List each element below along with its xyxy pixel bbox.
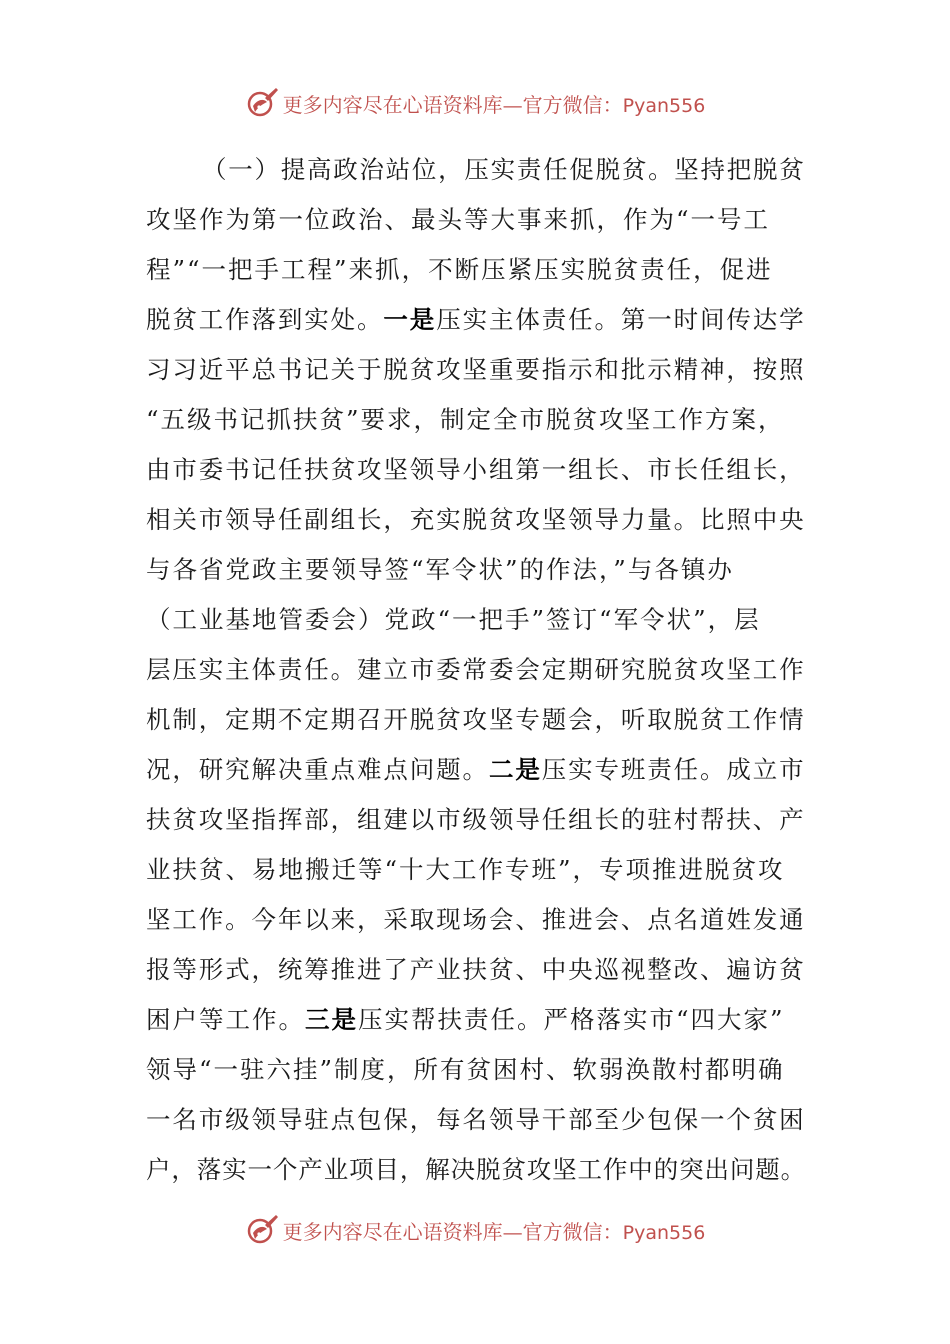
text-line [146,895,806,945]
text-line [146,195,806,245]
text-run: 脱贫工作落到实处。 [146,305,384,334]
text-run: “五级书记抓扶贫”要求，制定全市脱贫攻坚工作方案， [146,405,785,434]
text-line [146,745,806,795]
footer-watermark [0,1210,950,1250]
text-run: 与各省党政主要领导签“军令状”的作法，”与各镇办 [146,555,734,584]
text-run: 习习近平总书记关于脱贫攻坚重要指示和批示精神，按照 [146,355,806,384]
pen-logo-icon [245,86,279,120]
text-line [146,1095,806,1145]
text-run: 程”“一把手工程”来抓，不断压紧压实脱贫责任，促进 [146,255,773,284]
text-line [146,995,806,1045]
text-run: 由市委书记任扶贫攻坚领导小组第一组长、市长任组长， [146,455,806,484]
text-line [146,795,806,845]
document-body [146,145,806,1195]
text-line [146,445,806,495]
text-run: 一名市级领导驻点包保，每名领导干部至少包保一个贫困 [146,1105,806,1134]
text-line [146,295,806,345]
text-line [146,395,806,445]
text-line [146,595,806,645]
text-run: 压实主体责任。第一时间传达学 [436,305,806,334]
text-line [146,545,806,595]
text-run: 层压实主体责任。建立市委常委会定期研究脱贫攻坚工作 [146,655,806,684]
text-run: 机制，定期不定期召开脱贫攻坚专题会，听取脱贫工作情 [146,705,806,734]
text-line [146,1045,806,1095]
bold-lead-phrase: 二是 [488,755,542,784]
text-line [146,845,806,895]
text-run: 困户等工作。 [146,1005,305,1034]
header-watermark [0,83,950,123]
pen-logo-icon [245,1213,279,1247]
text-line [146,495,806,545]
text-run: （工业基地管委会）党政“一把手”签订“军令状”，层 [146,605,761,634]
text-line [146,345,806,395]
text-run: 领导“一驻六挂”制度，所有贫困村、软弱涣散村都明确 [146,1055,785,1084]
text-line [146,1145,806,1195]
text-run: （一）提高政治站位，压实责任促脱贫。坚持把脱贫 [202,155,806,184]
text-run: 压实帮扶责任。严格落实市“四大家” [358,1005,785,1034]
text-run: 报等形式，统筹推进了产业扶贫、中央巡视整改、遍访贫 [146,955,806,984]
text-line [146,945,806,995]
text-run: 业扶贫、易地搬迁等“十大工作专班”，专项推进脱贫攻 [146,855,785,884]
text-line [146,245,806,295]
text-line [146,695,806,745]
watermark-text: 更多内容尽在心语资料库—官方微信：Pyan556 [282,92,706,117]
text-run: 相关市领导任副组长，充实脱贫攻坚领导力量。比照中央 [146,505,806,534]
text-run: 坚工作。今年以来，采取现场会、推进会、点名道姓发通 [146,905,806,934]
text-run: 户，落实一个产业项目，解决脱贫攻坚工作中的突出问题。 [146,1155,806,1184]
bold-lead-phrase: 三是 [305,1005,358,1034]
text-run: 况，研究解决重点难点问题。 [146,755,489,784]
text-run: 攻坚作为第一位政治、最头等大事来抓，作为“一号工 [146,205,771,234]
text-run: 扶贫攻坚指挥部，组建以市级领导任组长的驻村帮扶、产 [146,805,806,834]
text-run: 压实专班责任。成立市 [541,755,806,784]
watermark-text: 更多内容尽在心语资料库—官方微信：Pyan556 [282,1219,706,1244]
bold-lead-phrase: 一是 [383,305,437,334]
text-line [146,145,806,195]
text-line [146,645,806,695]
